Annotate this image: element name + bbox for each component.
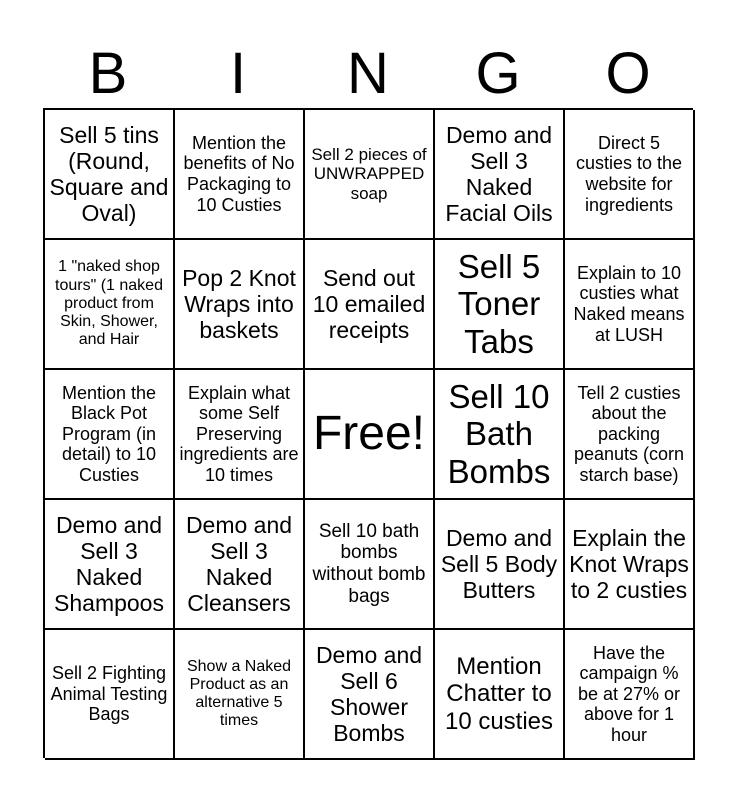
cell-text: Direct 5 custies to the website for ingredients: [575, 132, 683, 215]
bingo-cell[interactable]: [565, 240, 695, 370]
bingo-cell[interactable]: [565, 370, 695, 500]
cell-text: Explain to 10 custies what Naked means at LUSH: [573, 262, 685, 345]
cell-text: Have the campaign % be at 27% or above for 1 hour: [577, 642, 681, 745]
cell-text: Pop 2 Knot Wraps into baskets: [182, 264, 296, 344]
header-letter-b: B: [88, 41, 128, 106]
bingo-grid: [43, 108, 693, 758]
bingo-cell[interactable]: [45, 370, 175, 500]
bingo-cell[interactable]: [45, 110, 175, 240]
bingo-cell[interactable]: [435, 500, 565, 630]
bingo-cell[interactable]: [175, 240, 305, 370]
cell-text: 1 "naked shop tours" (1 naked product from Skin, Shower, and Hair: [55, 258, 163, 349]
header-letter-n: N: [347, 41, 389, 106]
bingo-cell[interactable]: [175, 370, 305, 500]
cell-text: Sell 10 Bath Bombs: [447, 377, 551, 490]
cell-text: Demo and Sell 6 Shower Bombs: [315, 641, 423, 747]
bingo-cell[interactable]: [305, 500, 435, 630]
cell-text: Demo and Sell 5 Body Butters: [440, 524, 558, 604]
bingo-cell[interactable]: [45, 500, 175, 630]
cell-text: Sell 5 tins (Round, Square and Oval): [49, 121, 169, 227]
header-letter-o: O: [605, 41, 651, 106]
cell-text: Mention the Black Pot Program (in detail) to 10 Custies: [61, 382, 157, 485]
free-space-text: Free!: [312, 406, 426, 460]
bingo-header: [43, 40, 693, 108]
cell-text: Explain what some Self Preserving ingredients are 10 times: [179, 382, 299, 485]
bingo-cell[interactable]: [435, 110, 565, 240]
bingo-cell[interactable]: [305, 110, 435, 240]
cell-text: Show a Naked Product as an alternative 5 times: [186, 657, 292, 730]
cell-text: Demo and Sell 3 Naked Facial Oils: [445, 121, 553, 227]
cell-text: Mention the benefits of No Packaging to 10 Custies: [183, 132, 295, 215]
free-space-cell[interactable]: [305, 370, 435, 500]
cell-text: Demo and Sell 3 Naked Shampoos: [54, 511, 164, 617]
cell-text: Sell 2 pieces of UNWRAPPED soap: [311, 144, 427, 203]
bingo-cell[interactable]: [305, 630, 435, 760]
cell-text: Mention Chatter to 10 custies: [444, 652, 554, 735]
bingo-cell[interactable]: [175, 110, 305, 240]
bingo-cell[interactable]: [565, 500, 695, 630]
bingo-cell[interactable]: [45, 240, 175, 370]
cell-text: Tell 2 custies about the packing peanuts (corn starch base): [573, 382, 685, 485]
bingo-cell[interactable]: [175, 500, 305, 630]
bingo-cell[interactable]: [175, 630, 305, 760]
bingo-cell[interactable]: [435, 370, 565, 500]
cell-text: Sell 10 bath bombs without bomb bags: [312, 520, 426, 607]
header-letter-i: I: [229, 41, 247, 106]
bingo-cell[interactable]: [305, 240, 435, 370]
bingo-cell[interactable]: [435, 630, 565, 760]
cell-text: Sell 2 Fighting Animal Testing Bags: [50, 663, 168, 725]
cell-text: Explain the Knot Wraps to 2 custies: [569, 524, 689, 604]
bingo-cell[interactable]: [565, 630, 695, 760]
bingo-cell[interactable]: [435, 240, 565, 370]
cell-text: Demo and Sell 3 Naked Cleansers: [185, 511, 293, 617]
header-letter-g: G: [475, 41, 521, 106]
bingo-cell[interactable]: [565, 110, 695, 240]
cell-text: Sell 5 Toner Tabs: [457, 247, 541, 360]
cell-text: Send out 10 emailed receipts: [312, 264, 426, 344]
bingo-cell[interactable]: [45, 630, 175, 760]
